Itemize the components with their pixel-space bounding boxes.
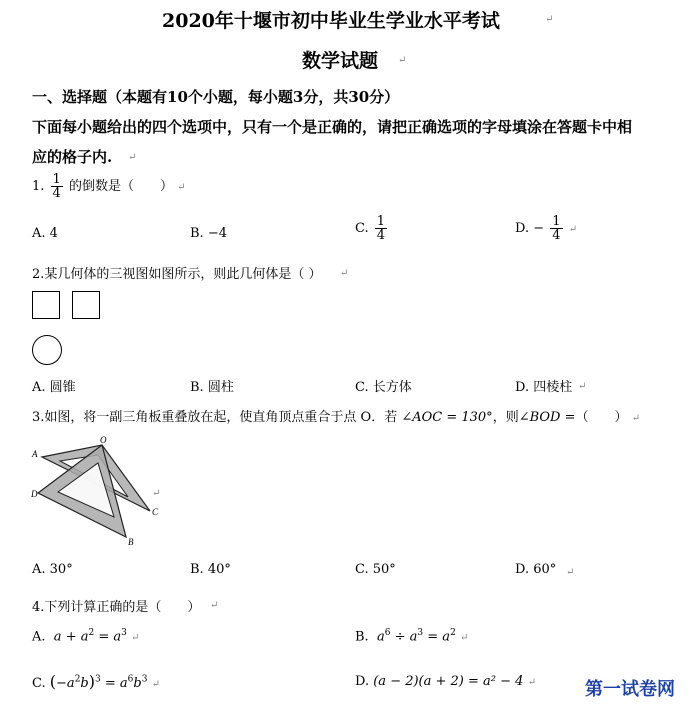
- paragraph-mark: ↵: [545, 14, 554, 25]
- q3-option-c[interactable]: C. 50°: [355, 562, 396, 577]
- q2-option-a[interactable]: A. 圆锥: [32, 380, 76, 395]
- instruction-line-2: 应的格子内.: [32, 148, 113, 166]
- front-view-square: [32, 291, 60, 319]
- angle-aoc: ∠AOC = 130°: [401, 410, 493, 425]
- side-view-square: [72, 291, 100, 319]
- q1-option-b[interactable]: B. −4: [190, 226, 227, 241]
- q2-option-d[interactable]: D. 四棱柱: [515, 380, 573, 395]
- q2-option-c[interactable]: C. 长方体: [355, 380, 412, 395]
- paragraph-mark: ↵: [177, 182, 186, 193]
- question-2-stem: 2.某几何体的三视图如图所示，则此几何体是（ ）: [32, 267, 322, 282]
- exam-subtitle: 数学试题: [302, 50, 379, 72]
- paragraph-mark: ↵: [578, 381, 587, 392]
- label-a: A: [32, 449, 38, 459]
- q4-option-c[interactable]: C. $(-a^2b)^3 = a^6b^3$ ↵: [32, 672, 160, 691]
- q1-option-c[interactable]: C. $\frac{1}{4}$: [355, 214, 386, 243]
- triangle-figure: [30, 435, 165, 547]
- exam-title: 2020年十堰市初中毕业生学业水平考试: [162, 10, 500, 32]
- q2-option-b[interactable]: B. 圆柱: [190, 380, 234, 395]
- q4-option-a[interactable]: A. $a + a^2 = a^3$ ↵: [32, 628, 140, 645]
- question-3-stem: 3.如图，将一副三角板重叠放在起，使直角顶点重合于点 O．若 ∠AOC = 130°，则∠BOD =（ ） ↵: [32, 410, 641, 425]
- question-number: 1.: [32, 179, 45, 194]
- site-watermark: 第一试卷网: [585, 679, 675, 700]
- label-b: B: [128, 537, 134, 547]
- section-heading: 一、选择题（本题有10个小题，每小题3分，共30分）: [32, 88, 400, 106]
- q4-option-d[interactable]: D. (a − 2)(a + 2) = a² − 4 ↵: [355, 674, 536, 689]
- fraction-one-quarter: $\frac{1}{4}$: [52, 172, 61, 201]
- paragraph-mark: ↵: [152, 488, 161, 499]
- instruction-line-1: 下面每小题给出的四个选项中，只有一个是正确的，请把正确选项的字母填涂在答题卡中相: [32, 118, 633, 136]
- angle-bod: ∠BOD =: [518, 410, 576, 425]
- q1-option-a[interactable]: A. 4: [32, 226, 58, 241]
- paragraph-mark: ↵: [340, 268, 349, 279]
- label-o: O: [100, 435, 107, 445]
- top-view-circle: [32, 335, 62, 365]
- label-d: D: [31, 489, 38, 499]
- label-c: C: [152, 507, 159, 517]
- q3-option-a[interactable]: A. 30°: [32, 562, 73, 577]
- q1-option-d[interactable]: D. − $\frac{1}{4}$ ↵: [515, 214, 578, 243]
- question-4-stem: 4.下列计算正确的是（ ）: [32, 600, 201, 615]
- paragraph-mark: ↵: [398, 55, 407, 66]
- q3-option-b[interactable]: B. 40°: [190, 562, 231, 577]
- paragraph-mark: ↵: [210, 600, 219, 611]
- q3-option-d[interactable]: D. 60°: [515, 562, 557, 577]
- paragraph-mark: ↵: [566, 567, 575, 578]
- q4-option-b[interactable]: B. $a^6 \div a^3 = a^2$ ↵: [355, 628, 469, 645]
- question-1-stem: [32, 173, 186, 200]
- question-1-text: 的倒数是（ ）: [68, 179, 173, 194]
- paragraph-mark: ↵: [128, 152, 137, 163]
